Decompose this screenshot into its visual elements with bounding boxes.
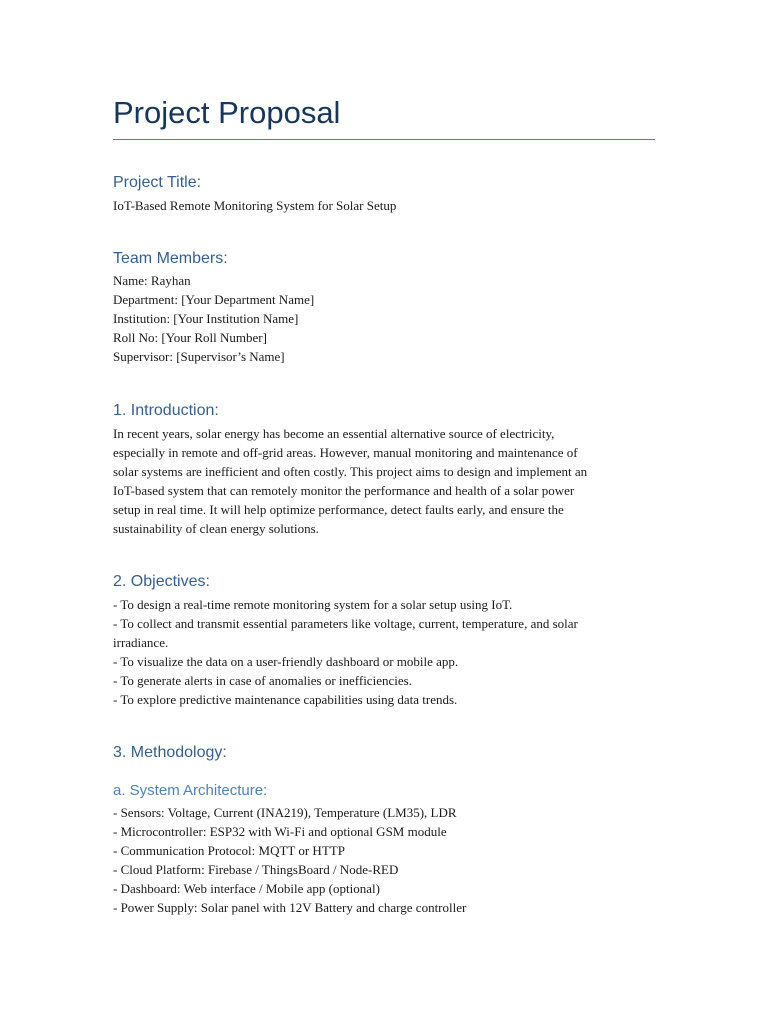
objective-item: - To visualize the data on a user-friendly dashboard or mobile app.	[113, 654, 459, 669]
introduction-line: solar systems are inefficient and often costly. This project aims to design and implement an	[113, 464, 588, 479]
architecture-item: - Cloud Platform: Firebase / ThingsBoard / Node-RED	[113, 862, 399, 877]
architecture-item: - Microcontroller: ESP32 with Wi-Fi and optional GSM module	[113, 824, 447, 839]
objective-item-continuation: irradiance.	[113, 635, 169, 650]
introduction-line: sustainability of clean energy solutions.	[113, 521, 319, 536]
team-member-roll-no: Roll No: [Your Roll Number]	[113, 330, 267, 345]
title-divider	[113, 139, 655, 140]
team-members-heading: Team Members:	[113, 250, 228, 267]
introduction-paragraph	[113, 424, 655, 538]
architecture-item: - Communication Protocol: MQTT or HTTP	[113, 843, 345, 858]
architecture-item: - Power Supply: Solar panel with 12V Battery and charge controller	[113, 900, 467, 915]
objective-item: - To design a real-time remote monitoring system for a solar setup using IoT.	[113, 597, 513, 612]
system-architecture-list	[113, 803, 655, 917]
system-architecture-heading: a. System Architecture:	[113, 782, 268, 799]
introduction-line: IoT-based system that can remotely monitor the performance and health of a solar power	[113, 483, 575, 498]
objective-item: - To explore predictive maintenance capabilities using data trends.	[113, 692, 458, 707]
team-member-department: Department: [Your Department Name]	[113, 292, 315, 307]
methodology-heading: 3. Methodology:	[113, 744, 227, 761]
architecture-item: - Dashboard: Web interface / Mobile app (optional)	[113, 881, 380, 896]
project-title-text: IoT-Based Remote Monitoring System for Solar Setup	[113, 198, 397, 213]
team-member-institution: Institution: [Your Institution Name]	[113, 311, 299, 326]
team-members-list	[113, 271, 655, 366]
introduction-line: In recent years, solar energy has become an essential alternative source of electricity,	[113, 426, 555, 441]
objective-item: - To collect and transmit essential parameters like voltage, current, temperature, and solar	[113, 616, 578, 631]
objectives-list	[113, 595, 655, 709]
introduction-line: setup in real time. It will help optimize performance, detect faults early, and ensure the	[113, 502, 564, 517]
team-member-supervisor: Supervisor: [Supervisor’s Name]	[113, 349, 285, 364]
project-title-text-block	[113, 196, 655, 215]
introduction-heading: 1. Introduction:	[113, 402, 219, 419]
team-member-name: Name: Rayhan	[113, 273, 191, 288]
objectives-heading: 2. Objectives:	[113, 573, 210, 590]
objective-item: - To generate alerts in case of anomalies or inefficiencies.	[113, 673, 412, 688]
page-title: Project Proposal	[113, 95, 341, 130]
introduction-line: especially in remote and off-grid areas. However, manual monitoring and maintenance of	[113, 445, 578, 460]
architecture-item: - Sensors: Voltage, Current (INA219), Temperature (LM35), LDR	[113, 805, 457, 820]
project-title-heading: Project Title:	[113, 174, 202, 191]
